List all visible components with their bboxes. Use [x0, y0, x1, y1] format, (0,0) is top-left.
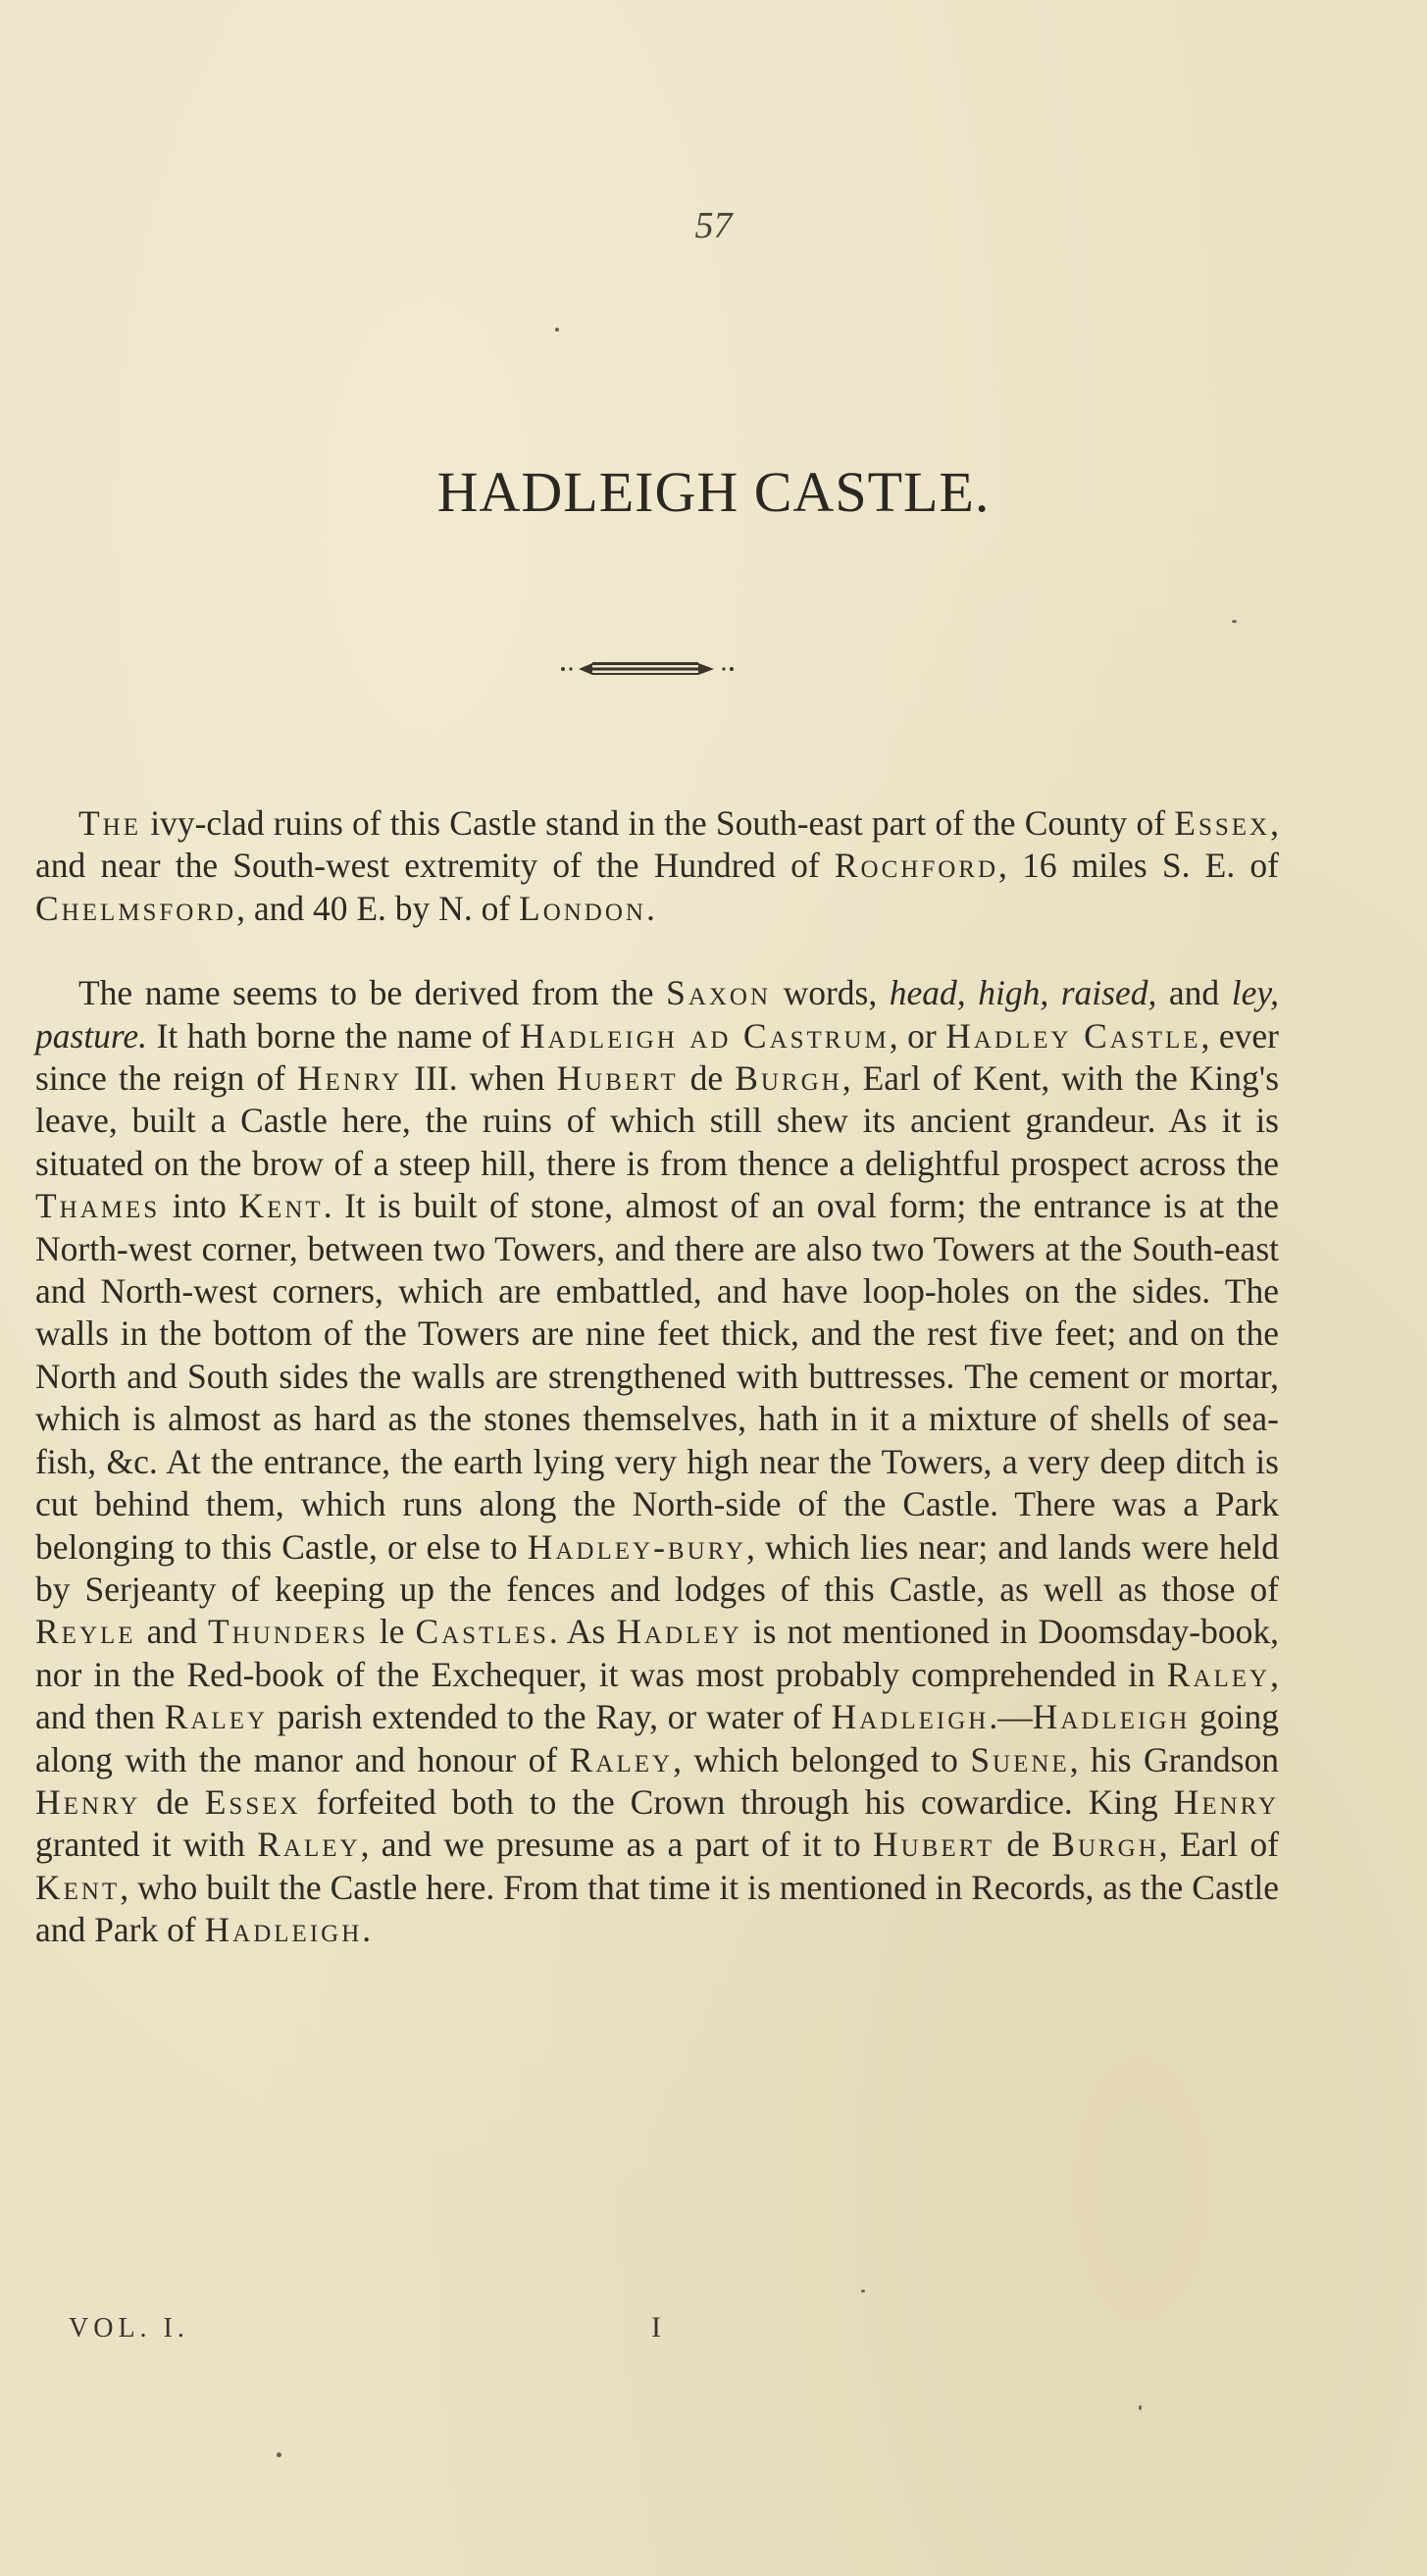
text-run: .	[362, 1910, 372, 1950]
proper-name: Hadley-bury	[527, 1526, 746, 1567]
text-run: The name seems to be derived from the	[78, 973, 667, 1013]
paper-speck	[1232, 620, 1237, 623]
volume-label: VOL. I.	[69, 2313, 189, 2344]
text-run: , 16 miles S. E. of	[998, 846, 1279, 886]
proper-name: Kent	[35, 1867, 121, 1907]
text-run: , Earl of Kent, with the King's leave, built a Castle here, the ruins of which still shew its ancient grandeur. As it is situated on the brow of a steep hill, there is from thence a delightful prospect across the	[35, 1058, 1280, 1183]
text-run: .—	[989, 1697, 1033, 1737]
text-run: . It is built of stone, almost of an oval form; the entrance is at the North-west corner, between two Towers, and there are also two Towers at the South-east and North-west corners, which are embattled, and have loop-holes on the sides. The walls in the bottom of the Towers are nine feet thick, and the rest five feet; and on the North and South sides the walls are strengthened with buttresses. The cement or mortar, which is almost as hard as the stones themselves, hath in it a mixture of shells of sea-fish, &c. At the entrance, the earth lying very high near the Towers, a very deep ditch is cut behind them, which runs along the North-side of the Castle. There was a Park belonging to this Castle, or else to	[35, 1186, 1279, 1567]
text-run: going along with the manor and honour of	[35, 1697, 1279, 1779]
proper-name: Hadleigh ad Castrum	[520, 1015, 890, 1056]
text-run: , ever since the reign of	[35, 1015, 1279, 1099]
text-run: , his Grandson	[1069, 1739, 1279, 1779]
proper-name: Suene	[970, 1739, 1070, 1779]
paper-speck	[861, 2290, 865, 2293]
proper-name: Hadleigh	[204, 1910, 363, 1950]
text-run: III. when	[402, 1058, 557, 1099]
proper-name: Hadleigh	[1032, 1697, 1191, 1737]
text-run: de	[678, 1058, 736, 1099]
paper-speck	[555, 328, 559, 332]
paragraph-location	[35, 802, 1279, 930]
italic-term: ley, pasture.	[35, 973, 1279, 1056]
signature-mark: I	[651, 2311, 661, 2344]
text-run: , which lies near; and lands were held by Serjeanty of keeping up the fences and lodges of this Castle, as well as those of	[35, 1526, 1279, 1609]
proper-name: Raley	[1166, 1654, 1271, 1694]
text-run: .	[645, 888, 655, 928]
proper-name: Thames	[35, 1186, 161, 1226]
proper-name: Burgh	[1051, 1825, 1159, 1865]
text-run: , and then	[35, 1654, 1279, 1737]
text-run: granted it with	[35, 1825, 258, 1865]
place-name: London	[519, 888, 646, 928]
paper-speck	[277, 2452, 281, 2457]
proper-name: Henry	[1173, 1781, 1279, 1822]
proper-name: Raley	[257, 1825, 361, 1865]
text-run: de	[994, 1825, 1052, 1865]
text-run: and	[135, 1612, 208, 1652]
proper-name: Raley	[164, 1697, 269, 1737]
proper-name: Hadley	[616, 1612, 742, 1652]
text-run: It hath borne the name of	[147, 1015, 521, 1056]
text-run: le	[368, 1612, 416, 1652]
place-name: Chelmsford	[35, 888, 237, 928]
text-run: , and near the South-west extremity of the Hundred of	[35, 803, 1279, 886]
place-name: Rochford	[834, 846, 999, 886]
proper-name: Thunders	[207, 1612, 369, 1652]
proper-name: Reyle	[35, 1612, 136, 1652]
article-body	[35, 802, 1279, 1952]
chapter-title: HADLEIGH CASTLE.	[436, 460, 991, 524]
proper-name: Henry	[35, 1781, 141, 1822]
proper-name: Hubert	[873, 1825, 995, 1865]
italic-term: head, high, raised,	[889, 973, 1157, 1013]
text-run: , and we presume as a part of it to	[360, 1825, 874, 1865]
text-run: parish extended to the Ray, or water of	[268, 1697, 832, 1737]
text-run: forfeited both to the Crown through his cowardice. King	[300, 1781, 1174, 1822]
text-run: into	[160, 1186, 239, 1226]
proper-name: Castles	[415, 1612, 549, 1652]
proper-name: Essex	[204, 1781, 301, 1822]
place-name: Essex	[1174, 803, 1271, 843]
text-run: The	[78, 803, 142, 843]
proper-name: Hadleigh	[831, 1697, 990, 1737]
proper-name: Burgh	[735, 1058, 842, 1099]
text-run: , Earl of	[1158, 1825, 1279, 1865]
text-run: . As	[548, 1612, 617, 1652]
text-run: , and 40 E. by N. of	[236, 888, 520, 928]
proper-name: Henry	[296, 1058, 403, 1099]
page-number: 57	[694, 205, 733, 246]
proper-name: Hubert	[556, 1058, 679, 1099]
text-run: ivy-clad ruins of this Castle stand in the South-east part of the County of	[141, 803, 1175, 843]
text-run: words,	[771, 973, 890, 1013]
text-run: and	[1156, 973, 1232, 1013]
proper-name: Hadley Castle	[945, 1015, 1201, 1056]
proper-name: Kent	[238, 1186, 324, 1226]
ornamental-rule-icon	[557, 649, 743, 689]
paragraph-history	[35, 972, 1279, 1951]
text-run: is not mentioned in Doomsday-book, nor in the Red-book of the Exchequer, it was most probably comprehended in	[35, 1612, 1279, 1694]
paper-speck	[1139, 2405, 1142, 2410]
text-run: , which belonged to	[673, 1739, 971, 1779]
proper-name: Saxon	[666, 973, 772, 1013]
text-run: , or	[889, 1015, 946, 1056]
text-run: de	[140, 1781, 205, 1822]
proper-name: Raley	[569, 1739, 674, 1779]
text-run: , who built the Castle here. From that time it is mentioned in Records, as the Castle and Park of	[35, 1867, 1279, 1950]
